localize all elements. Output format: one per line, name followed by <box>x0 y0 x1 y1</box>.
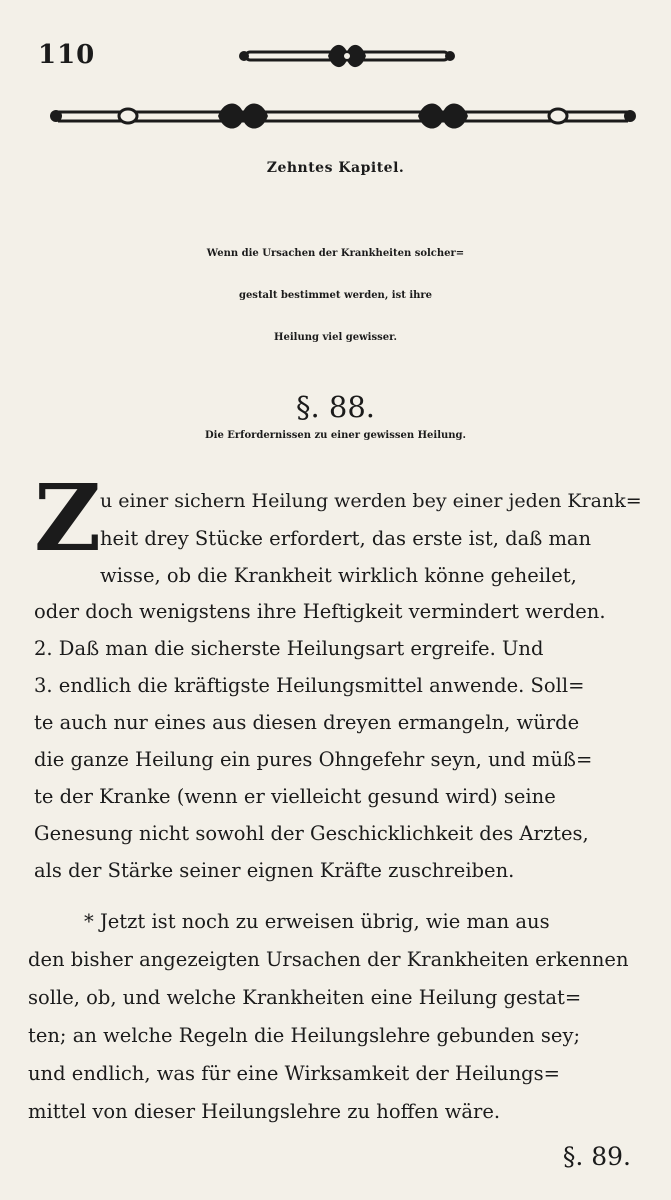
header-ornament-long <box>48 100 638 134</box>
next-section-mark: §. 89. <box>562 1142 631 1171</box>
chapter-subtitle-line: Heilung viel gewisser. <box>274 332 397 343</box>
note-line: mittel von dieser Heilungslehre zu hoffen wäre. <box>28 1100 501 1123</box>
note-line: ten; an welche Regeln die Heilungslehre gebunden sey; <box>28 1024 581 1047</box>
page-number: 110 <box>38 40 96 70</box>
body-line: die ganze Heilung ein pures Ohngefehr seyn, und müß= <box>34 748 593 771</box>
body-line: u einer sichern Heilung werden bey einer jeden Krank= <box>100 490 642 512</box>
body-line: te auch nur eines aus diesen dreyen ermangeln, würde <box>34 711 580 734</box>
body-line: 3. endlich die kräftigste Heilungsmittel anwende. Soll= <box>34 674 585 697</box>
note-line: den bisher angezeigten Ursachen der Krankheiten erkennen <box>28 948 629 971</box>
note-line: * Jetzt ist noch zu erweisen übrig, wie man aus <box>84 910 550 933</box>
body-line: 2. Daß man die sicherste Heilungsart ergreife. Und <box>34 637 544 660</box>
body-line: wisse, ob die Krankheit wirklich könne geheilet, <box>100 564 577 587</box>
chapter-subtitle-line: Wenn die Ursachen der Krankheiten solcher= <box>206 248 465 259</box>
section-heading: Die Erfordernissen zu einer gewissen Heilung. <box>204 430 467 441</box>
note-line: solle, ob, und welche Krankheiten eine Heilung gestat= <box>28 986 582 1009</box>
note-line: und endlich, was für eine Wirksamkeit der Heilungs= <box>28 1062 560 1085</box>
drop-cap: Z <box>34 464 102 572</box>
body-line: oder doch wenigstens ihre Heftigkeit vermindert werden. <box>34 600 606 623</box>
section-mark: §. 88. <box>295 390 376 424</box>
body-line: als der Stärke seiner eignen Kräfte zuschreiben. <box>34 859 515 882</box>
chapter-title: Zehntes Kapitel. <box>266 160 405 176</box>
body-line: heit drey Stücke erfordert, das erste ist, daß man <box>100 527 592 550</box>
chapter-subtitle-line: gestalt bestimmet werden, ist ihre <box>238 290 433 301</box>
body-line: te der Kranke (wenn er vielleicht gesund wird) seine <box>34 785 556 808</box>
body-line: Genesung nicht sowohl der Geschicklichkeit des Arztes, <box>34 822 589 845</box>
header-ornament-small <box>238 40 456 74</box>
